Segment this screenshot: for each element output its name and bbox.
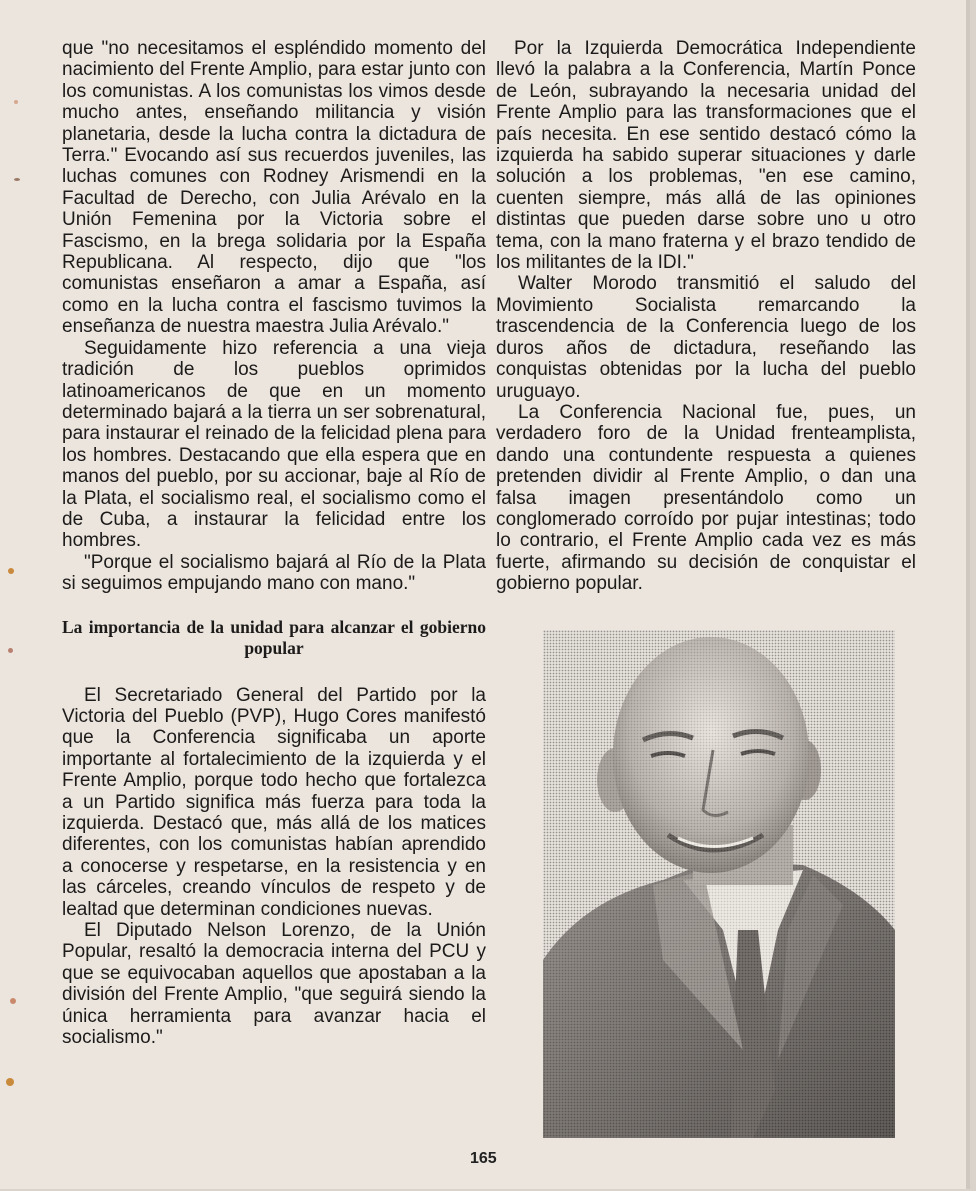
paragraph: La Conferencia Nacional fue, pues, un verdadero foro de la Unidad frenteamplista, dando una contundente respuesta a quienes pretenden dividir al Frente Amplio, o dan una falsa imagen presentándolo como un conglomerado corroído por pujar intestinas; todo lo contrario, el Frente Amplio cada vez es más fuerte, afirmando su decisión de conquistar el gobierno popular.: [496, 401, 916, 595]
paper-speck: [14, 178, 20, 181]
section-heading: La importancia de la unidad para alcanzar el gobierno popular: [62, 616, 486, 658]
page-number: 165: [470, 1150, 497, 1167]
paper-speck: [6, 1078, 14, 1086]
paragraph: que "no necesitamos el espléndido momento del nacimiento del Frente Amplio, para estar junto con los comunistas. A los comunistas los vimos desde mucho antes, enseñando militancia y visión planetaria, desde la lucha contra la dictadura de Terra." Evocando así sus recuerdos juveniles, las luchas comunes con Rodney Arismendi en la Facultad de Derecho, con Julia Arévalo en la Unión Femenina por la Victoria sobre el Fascismo, en la brega solidaria por la España Republicana. Al respecto, dijo que "los comunistas enseñaron a amar a España, así como en la lucha contra el fascismo tuvimos la enseñanza de nuestra maestra Julia Arévalo.": [62, 38, 486, 338]
paper-speck: [14, 100, 18, 104]
right-text-column: [496, 38, 916, 595]
paper-speck: [8, 568, 14, 574]
left-text-column: [62, 38, 486, 1048]
portrait-photo: [543, 630, 895, 1138]
paper-speck: [8, 648, 13, 653]
paragraph: Seguidamente hizo referencia a una vieja tradición de los pueblos oprimidos latinoamericanos de que en un momento determinado bajará a la tierra un ser sobrenatural, para instaurar el reinado de la felicidad plena para los hombres. Destacando que ella espera que en manos del pueblo, por su accionar, baje al Río de la Plata, el socialismo real, el socialismo como el de Cuba, a instaurar la felicidad entre los hombres.: [62, 337, 486, 552]
paragraph: Por la Izquierda Democrática Independiente llevó la palabra a la Conferencia, Martín Ponce de León, subrayando la necesaria unidad del Frente Amplio para las transformaciones que el país necesita. En ese sentido destacó cómo la izquierda ha sabido superar situaciones y darle solución a los problemas, "en ese camino, cuenten siempre, más allá de las opiniones distintas que pueden darse sobre uno u otro tema, con la mano fraterna y el brazo tendido de los militantes de la IDI.": [496, 38, 916, 274]
paragraph: "Porque el socialismo bajará al Río de la Plata si seguimos empujando mano con mano.": [62, 551, 486, 595]
paragraph: El Secretariado General del Partido por la Victoria del Pueblo (PVP), Hugo Cores manifestó que la Conferencia significaba un aporte importante al fortalecimiento de la izquierda y el Frente Amplio, porque todo hecho que fortalezca a un Partido significa más fuerza para toda la izquierda. Destacó que, más allá de los matices diferentes, con los comunistas habían aprendido a conocerse y respetarse, en la resistencia y en las cárceles, creando vínculos de respeto y de lealtad que determinan condiciones nuevas.: [62, 684, 486, 920]
paper-speck: [10, 998, 16, 1004]
paragraph: Walter Morodo transmitió el saludo del Movimiento Socialista remarcando la trascendencia de la Conferencia luego de los duros años de dictadura, reseñando las conquistas obtenidas por la lucha del pueblo uruguayo.: [496, 273, 916, 402]
paragraph: El Diputado Nelson Lorenzo, de la Unión Popular, resaltó la democracia interna del PCU y que se equivocaban aquellos que apostaban a la división del Frente Amplio, "que seguirá siendo la única herramienta para avanzar hacia el socialismo.": [62, 920, 486, 1049]
